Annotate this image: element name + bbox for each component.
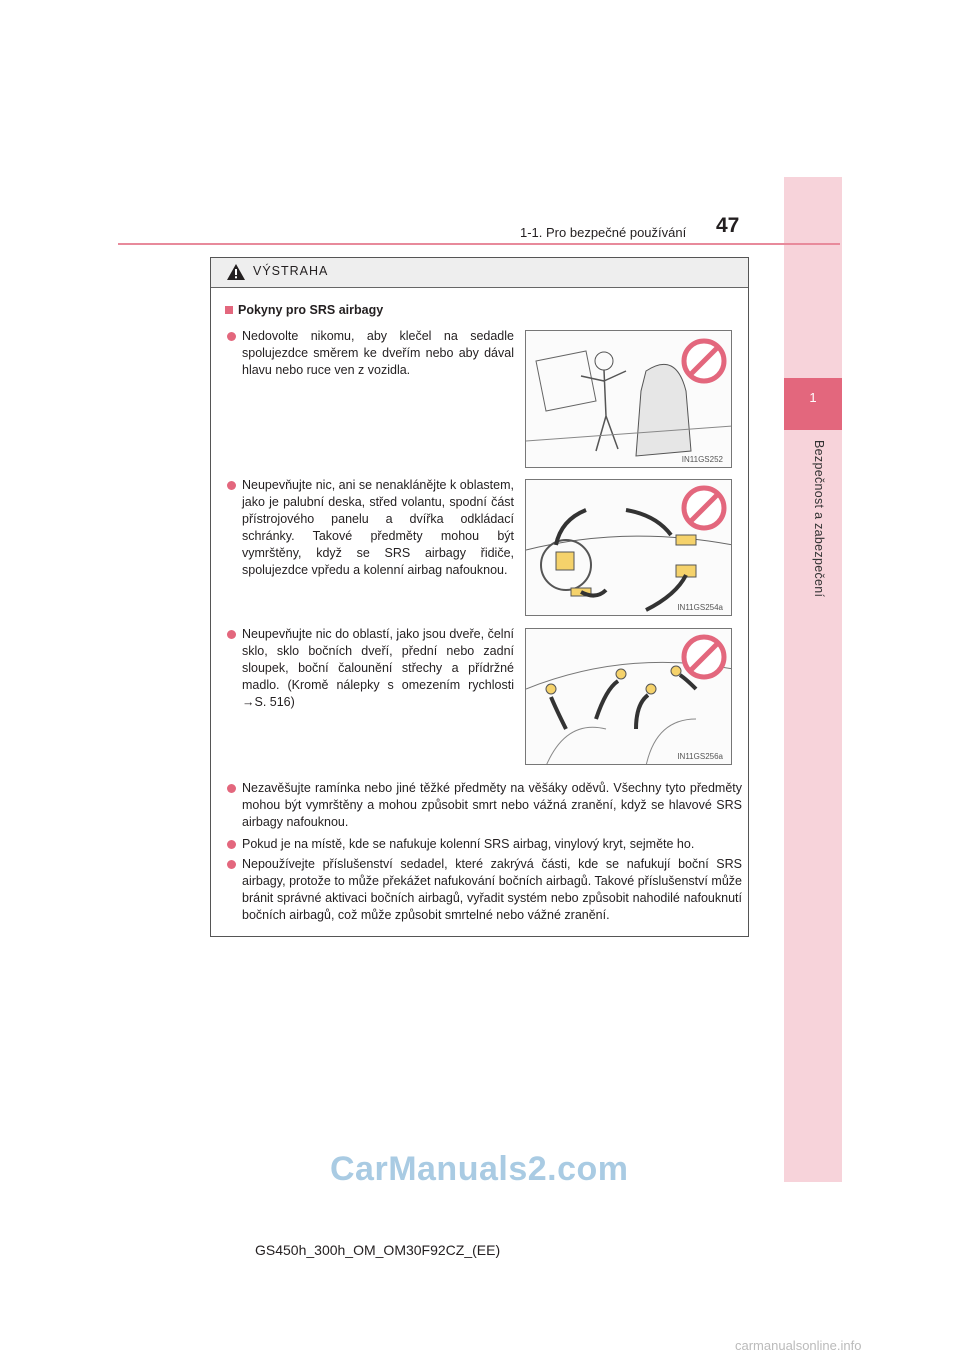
- chapter-number-tab: 1: [784, 378, 842, 430]
- list-item: Nedovolte nikomu, aby klečel na sedadle spolujezdce směrem ke dveřím nebo aby dával hlavu nebo ruce ven z vozidla.: [242, 328, 514, 379]
- list-item: Pokud je na místě, kde se nafukuje kolenní SRS airbag, vinylový kryt, sejměte ho.: [242, 836, 742, 853]
- warning-triangle-icon: [227, 264, 245, 280]
- bullet-icon: [227, 332, 236, 341]
- illustration-interior: [525, 628, 732, 765]
- bullet-icon: [227, 860, 236, 869]
- bullet-icon: [227, 630, 236, 639]
- illustration-dashboard: [525, 479, 732, 616]
- bullet-icon: [227, 840, 236, 849]
- image-code: IN11GS256a: [677, 752, 723, 761]
- warning-title: VÝSTRAHA: [253, 264, 329, 278]
- page-number: 47: [716, 214, 740, 237]
- header-divider: [118, 243, 840, 245]
- chapter-title: 1-1. Pro bezpečné používání: [520, 225, 687, 240]
- list-item: Neupevňujte nic do oblastí, jako jsou dveře, čelní sklo, sklo bočních dveří, přední nebo zadní sloupek, boční čalounění střechy a přídržné madlo. (Kromě nálepky s omezením rychlosti →S. 516): [242, 626, 514, 711]
- document-id: GS450h_300h_OM_OM30F92CZ_(EE): [255, 1242, 501, 1258]
- section-square-icon: [225, 306, 233, 314]
- warning-header: [211, 258, 748, 288]
- illustration-passenger-seat: [525, 330, 732, 468]
- list-item: Neupevňujte nic, ani se nenaklánějte k oblastem, jako je palubní deska, střed volantu, spodní část přístrojového panelu a dvířka odkládací schránky. Takové předměty mohou být vymrštěny, když se SRS airbagy řidiče, spolujezdce vpředu a kolenní airbag nafouknou.: [242, 477, 514, 579]
- chapter-side-label: Bezpečnost a zabezpečení: [812, 440, 826, 598]
- list-item: Nezavěšujte ramínka nebo jiné těžké předměty na věšáky oděvů. Všechny tyto předměty mohou být vymrštěny a mohou způsobit smrt nebo vážná zranění, když se hlavové SRS airbagy nafouknou.: [242, 780, 742, 831]
- bullet-icon: [227, 481, 236, 490]
- list-item: Nepoužívejte příslušenství sedadel, které zakrývá části, kde se nafukují boční SRS airbagy, protože to může překážet nafukování bočních airbagů. Takové příslušenství může bránit správné aktivaci bočních airbagů, vyřadit systém nebo způsobit nahodilé nafouknutí bočních airbagů, což může způsobit smrtelné nebo vážné zranění.: [242, 856, 742, 924]
- bullet-icon: [227, 784, 236, 793]
- image-code: IN11GS254a: [677, 603, 723, 612]
- section-title: Pokyny pro SRS airbagy: [225, 303, 383, 317]
- image-code: IN11GS252: [681, 455, 723, 464]
- warning-box: [210, 257, 749, 937]
- corner-watermark: carmanualsonline.info: [735, 1338, 862, 1353]
- watermark: CarManuals2.com: [330, 1150, 629, 1188]
